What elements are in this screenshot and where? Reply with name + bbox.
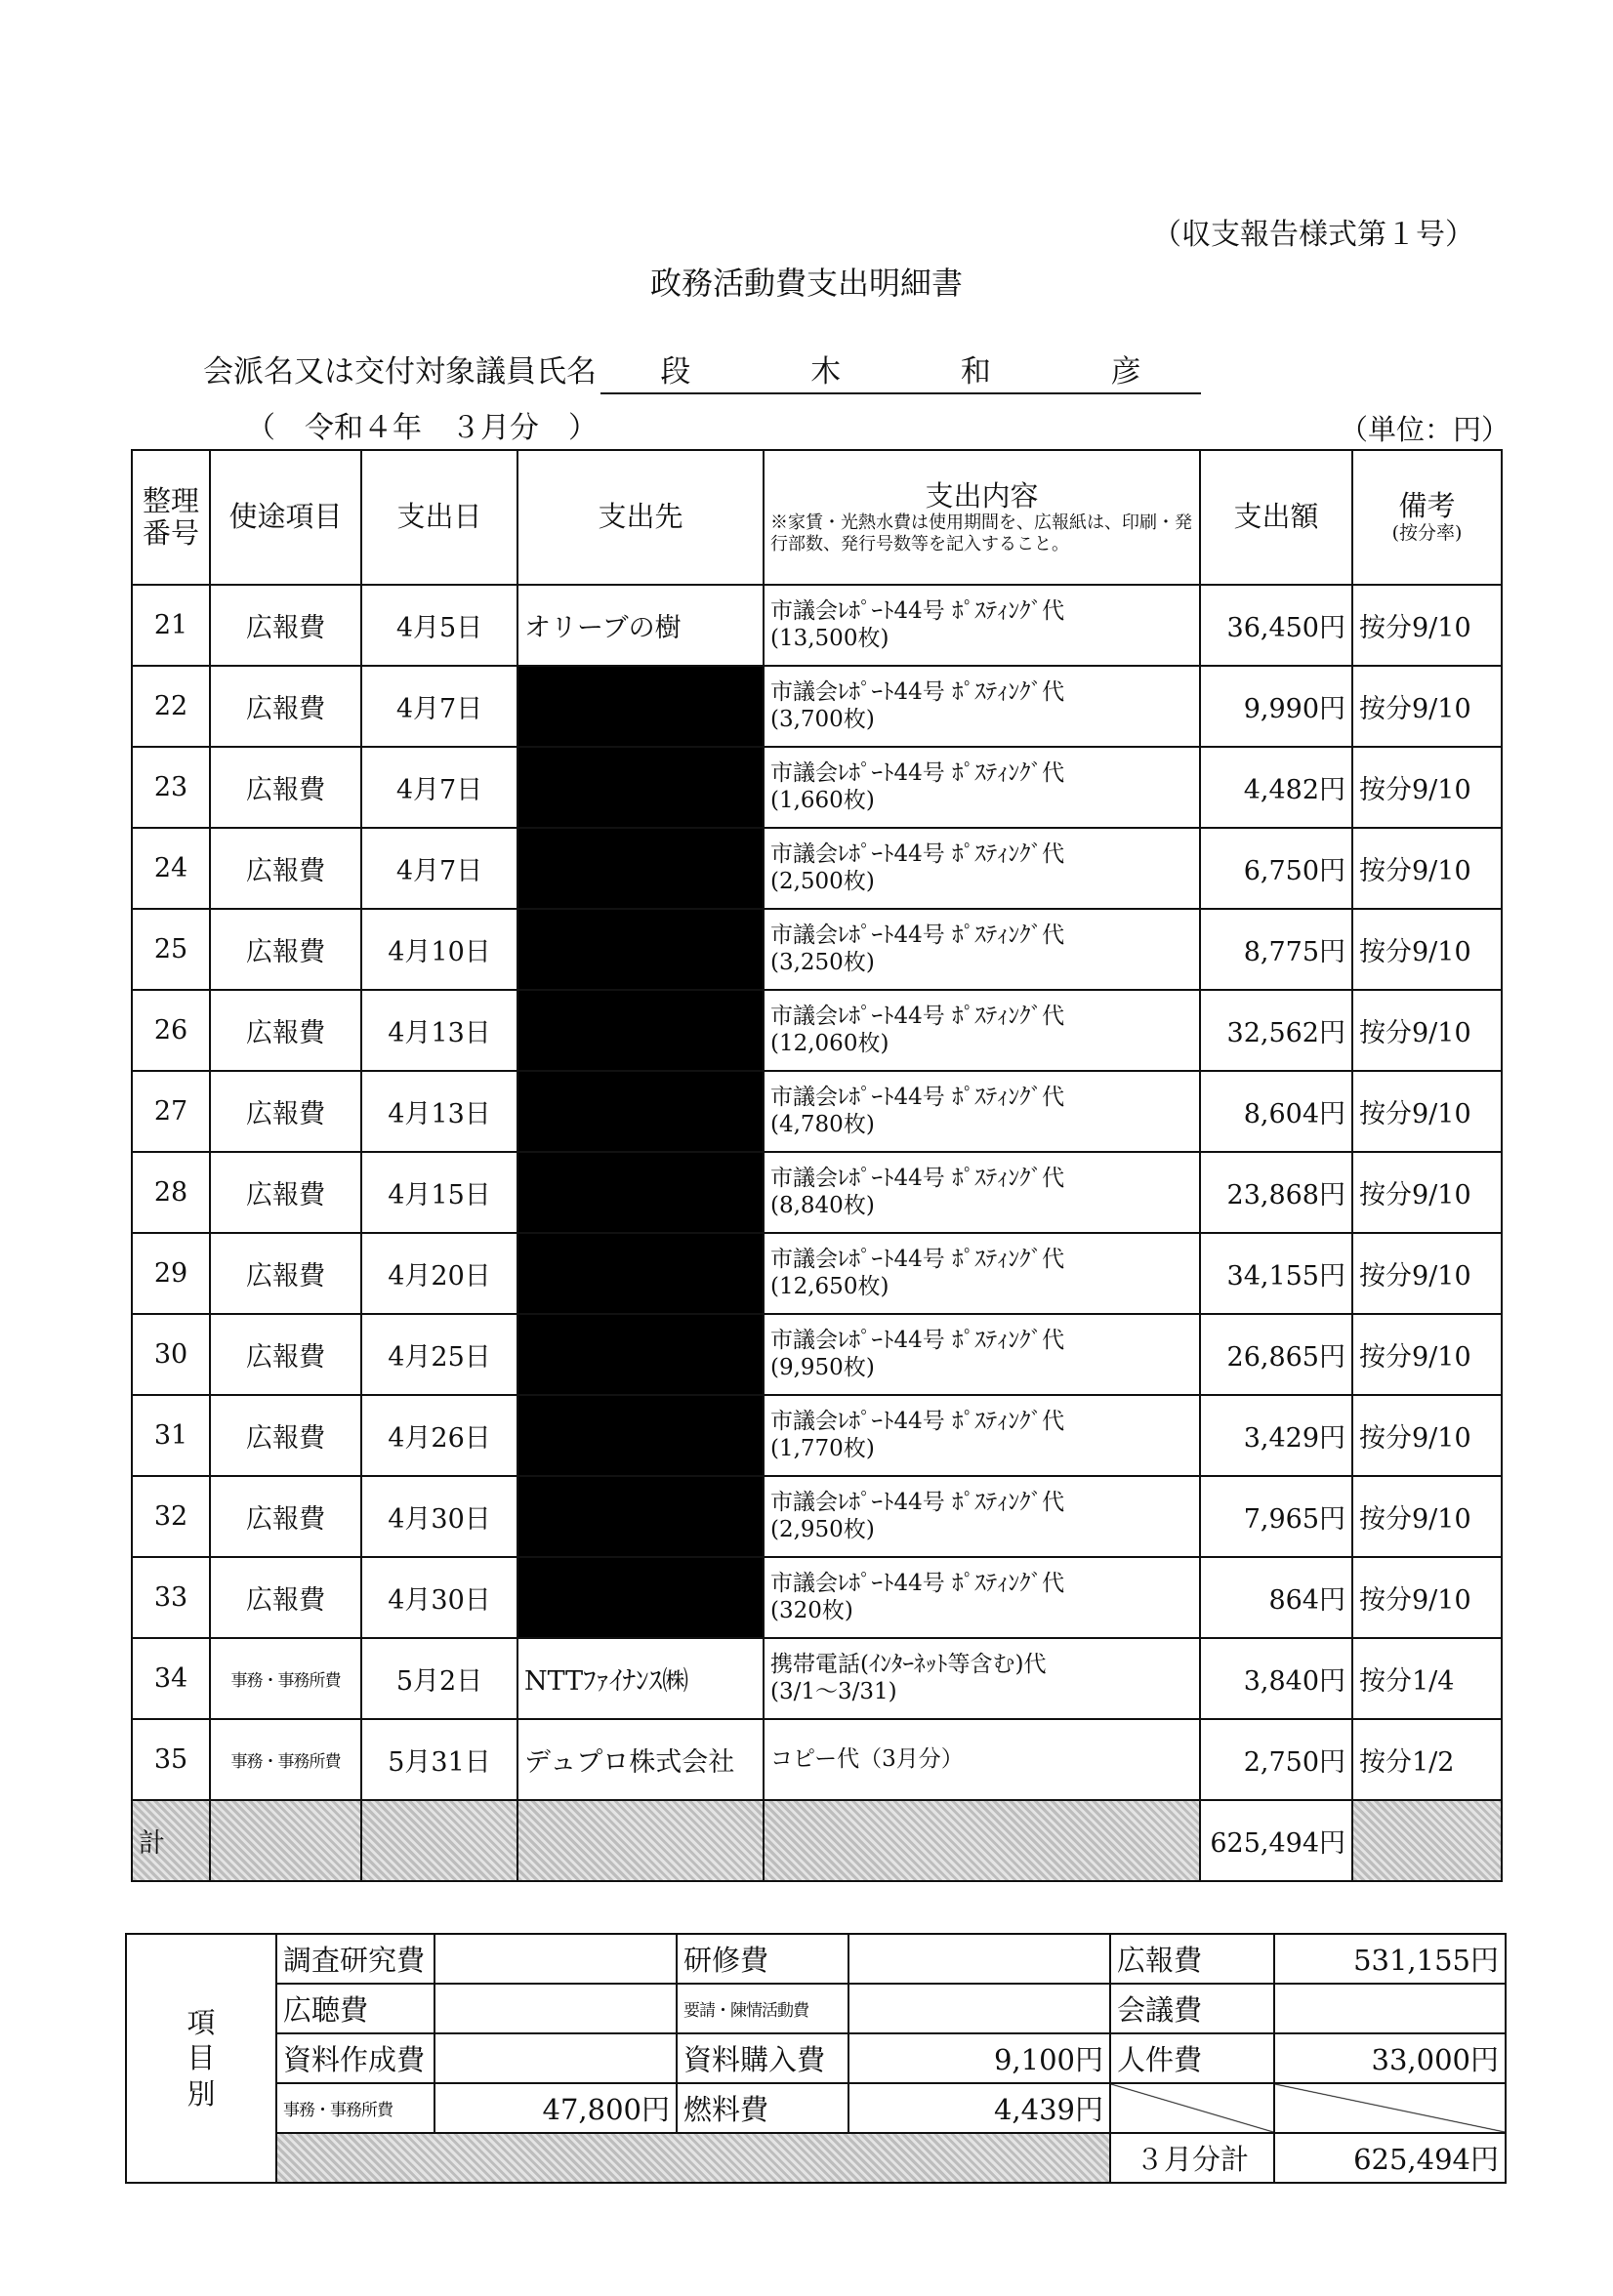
row-description-line1: 携帯電話(ｲﾝﾀｰﾈｯﾄ等含む)代 [770, 1651, 1047, 1677]
summary-label: 事務・事務所費 [276, 2083, 434, 2133]
summary-shaded-cell [276, 2133, 1110, 2183]
row-date: 4月13日 [361, 990, 517, 1071]
row-description [764, 1152, 1200, 1233]
row-description-line2: (13,500枚) [770, 625, 889, 651]
row-category: 事務・事務所費 [210, 1719, 361, 1800]
table-row [132, 666, 1502, 747]
summary-label: 広報費 [1110, 1934, 1274, 1984]
row-category: 広報費 [210, 1395, 361, 1476]
row-category: 広報費 [210, 990, 361, 1071]
summary-slash-cell [1274, 2083, 1506, 2133]
header-no: 整理番号 [132, 450, 210, 585]
summary-value: 33,000円 [1274, 2033, 1506, 2083]
row-description-line2: (2,950枚) [770, 1516, 875, 1542]
summary-value [848, 1984, 1110, 2033]
member-name [600, 347, 1201, 394]
row-no: 35 [132, 1719, 210, 1800]
row-category: 事務・事務所費 [210, 1638, 361, 1719]
row-amount: 2,750円 [1200, 1719, 1352, 1800]
row-remark: 按分1/4 [1352, 1638, 1502, 1719]
row-description [764, 747, 1200, 828]
row-description-line1: 市議会ﾚﾎﾟｰﾄ44号 ﾎﾟｽﾃｨﾝｸﾞ代 [770, 1570, 1065, 1596]
row-no: 27 [132, 1071, 210, 1152]
total-amount: 625,494円 [1200, 1800, 1352, 1881]
table-row [132, 1152, 1502, 1233]
summary-row [126, 2033, 1506, 2083]
table-row [132, 1557, 1502, 1638]
row-no: 30 [132, 1314, 210, 1395]
total-blank [210, 1800, 361, 1881]
row-payee-redacted [517, 1233, 764, 1314]
row-category: 広報費 [210, 1476, 361, 1557]
row-description-line1: 市議会ﾚﾎﾟｰﾄ44号 ﾎﾟｽﾃｨﾝｸﾞ代 [770, 840, 1065, 867]
header-remark-sub: (按分率) [1391, 521, 1463, 544]
total-blank [764, 1800, 1200, 1881]
row-description-line1: 市議会ﾚﾎﾟｰﾄ44号 ﾎﾟｽﾃｨﾝｸﾞ代 [770, 597, 1065, 624]
row-description-line1: コピー代（3月分） [770, 1745, 964, 1772]
summary-label: 要請・陳情活動費 [677, 1984, 848, 2033]
row-payee-redacted [517, 666, 764, 747]
row-remark: 按分9/10 [1352, 1476, 1502, 1557]
row-no: 34 [132, 1638, 210, 1719]
row-date: 4月30日 [361, 1557, 517, 1638]
form-number: （収支報告様式第１号） [1152, 218, 1474, 252]
row-amount: 36,450円 [1200, 585, 1352, 666]
row-description [764, 585, 1200, 666]
row-description-line1: 市議会ﾚﾎﾟｰﾄ44号 ﾎﾟｽﾃｨﾝｸﾞ代 [770, 759, 1065, 786]
row-no: 21 [132, 585, 210, 666]
summary-row [126, 2083, 1506, 2133]
row-date: 4月25日 [361, 1314, 517, 1395]
row-amount: 9,990円 [1200, 666, 1352, 747]
summary-label: 人件費 [1110, 2033, 1274, 2083]
header-description-main: 支出内容 [925, 478, 1039, 512]
row-payee-redacted [517, 909, 764, 990]
expense-detail-table [131, 449, 1503, 1882]
row-payee-redacted [517, 1557, 764, 1638]
summary-value [1274, 1984, 1506, 2033]
row-description [764, 1233, 1200, 1314]
row-payee-redacted [517, 828, 764, 909]
table-row [132, 1476, 1502, 1557]
table-row [132, 990, 1502, 1071]
header-description [764, 450, 1200, 585]
row-category: 広報費 [210, 585, 361, 666]
summary-value [434, 2033, 677, 2083]
row-description-line1: 市議会ﾚﾎﾟｰﾄ44号 ﾎﾟｽﾃｨﾝｸﾞ代 [770, 1084, 1065, 1110]
summary-label: 研修費 [677, 1934, 848, 1984]
row-description-line1: 市議会ﾚﾎﾟｰﾄ44号 ﾎﾟｽﾃｨﾝｸﾞ代 [770, 1003, 1065, 1029]
table-row [132, 828, 1502, 909]
row-amount: 3,429円 [1200, 1395, 1352, 1476]
row-description-line2: (3,250枚) [770, 949, 875, 975]
row-date: 4月30日 [361, 1476, 517, 1557]
member-label: 会派名又は交付対象議員氏名 [203, 354, 597, 390]
row-payee-redacted [517, 1314, 764, 1395]
row-amount: 26,865円 [1200, 1314, 1352, 1395]
row-payee-redacted [517, 747, 764, 828]
row-description-line1: 市議会ﾚﾎﾟｰﾄ44号 ﾎﾟｽﾃｨﾝｸﾞ代 [770, 1246, 1065, 1272]
row-description [764, 1395, 1200, 1476]
row-date: 5月31日 [361, 1719, 517, 1800]
header-row [132, 450, 1502, 585]
row-payee: NTTﾌｧｲﾅﾝｽ㈱ [517, 1638, 764, 1719]
row-description-line2: (1,770枚) [770, 1435, 875, 1461]
row-date: 4月20日 [361, 1233, 517, 1314]
header-payee: 支出先 [517, 450, 764, 585]
row-description-line2: (4,780枚) [770, 1111, 875, 1137]
row-payee-redacted [517, 1476, 764, 1557]
row-description [764, 666, 1200, 747]
row-description-line2: (3,700枚) [770, 706, 875, 732]
row-description-line2: (320枚) [770, 1597, 853, 1623]
row-description-line2: (8,840枚) [770, 1192, 875, 1218]
row-category: 広報費 [210, 1557, 361, 1638]
row-date: 4月13日 [361, 1071, 517, 1152]
row-remark: 按分9/10 [1352, 1395, 1502, 1476]
total-blank [361, 1800, 517, 1881]
row-payee-redacted [517, 990, 764, 1071]
unit-label: （単位：円） [1340, 413, 1510, 446]
header-date: 支出日 [361, 450, 517, 585]
row-remark: 按分9/10 [1352, 1557, 1502, 1638]
table-row [132, 1314, 1502, 1395]
category-summary-table [125, 1933, 1507, 2184]
row-amount: 4,482円 [1200, 747, 1352, 828]
row-date: 4月26日 [361, 1395, 517, 1476]
summary-slash-cell [1110, 2083, 1274, 2133]
row-description [764, 1476, 1200, 1557]
member-name-char: 彦 [1110, 354, 1141, 390]
total-blank [1352, 1800, 1502, 1881]
row-remark: 按分9/10 [1352, 585, 1502, 666]
row-description-line1: 市議会ﾚﾎﾟｰﾄ44号 ﾎﾟｽﾃｨﾝｸﾞ代 [770, 678, 1065, 705]
summary-label: 燃料費 [677, 2083, 848, 2133]
row-amount: 32,562円 [1200, 990, 1352, 1071]
header-description-note: ※家賃・光熱水費は使用期間を、広報紙は、印刷・発行部数、発行号数等を記入すること。 [770, 512, 1192, 554]
summary-value [434, 1984, 677, 2033]
row-description-line2: (12,060枚) [770, 1030, 889, 1056]
row-description-line1: 市議会ﾚﾎﾟｰﾄ44号 ﾎﾟｽﾃｨﾝｸﾞ代 [770, 922, 1065, 948]
header-amount: 支出額 [1200, 450, 1352, 585]
summary-value: 4,439円 [848, 2083, 1110, 2133]
row-category: 広報費 [210, 666, 361, 747]
row-no: 32 [132, 1476, 210, 1557]
row-amount: 7,965円 [1200, 1476, 1352, 1557]
row-remark: 按分9/10 [1352, 909, 1502, 990]
row-date: 4月5日 [361, 585, 517, 666]
row-category: 広報費 [210, 1314, 361, 1395]
table-row [132, 747, 1502, 828]
row-description-line1: 市議会ﾚﾎﾟｰﾄ44号 ﾎﾟｽﾃｨﾝｸﾞ代 [770, 1408, 1065, 1434]
row-payee-redacted [517, 1071, 764, 1152]
row-description-line1: 市議会ﾚﾎﾟｰﾄ44号 ﾎﾟｽﾃｨﾝｸﾞ代 [770, 1165, 1065, 1191]
row-remark: 按分9/10 [1352, 1314, 1502, 1395]
row-date: 4月10日 [361, 909, 517, 990]
row-description-line2: (3/1～3/31) [770, 1678, 897, 1704]
row-description [764, 1638, 1200, 1719]
row-category: 広報費 [210, 747, 361, 828]
summary-row [126, 1934, 1506, 1984]
summary-value: 9,100円 [848, 2033, 1110, 2083]
summary-label: 資料作成費 [276, 2033, 434, 2083]
total-blank [517, 1800, 764, 1881]
row-category: 広報費 [210, 1233, 361, 1314]
summary-total-value: 625,494円 [1274, 2133, 1506, 2183]
row-description-line2: (9,950枚) [770, 1354, 875, 1380]
row-category: 広報費 [210, 909, 361, 990]
row-description-line2: (2,500枚) [770, 868, 875, 894]
header-remark [1352, 450, 1502, 585]
row-payee: オリーブの樹 [517, 585, 764, 666]
row-description [764, 1314, 1200, 1395]
table-row [132, 909, 1502, 990]
row-no: 26 [132, 990, 210, 1071]
row-description-line2: (1,660枚) [770, 787, 875, 813]
table-row [132, 1233, 1502, 1314]
summary-row [126, 1984, 1506, 2033]
row-category: 広報費 [210, 828, 361, 909]
row-remark: 按分9/10 [1352, 828, 1502, 909]
row-amount: 34,155円 [1200, 1233, 1352, 1314]
row-remark: 按分9/10 [1352, 1233, 1502, 1314]
summary-value: 47,800円 [434, 2083, 677, 2133]
row-date: 4月7日 [361, 828, 517, 909]
summary-value [848, 1934, 1110, 1984]
summary-row [126, 2133, 1506, 2183]
total-label: 計 [132, 1800, 210, 1881]
row-description [764, 1557, 1200, 1638]
row-no: 23 [132, 747, 210, 828]
table-row [132, 1638, 1502, 1719]
row-remark: 按分9/10 [1352, 666, 1502, 747]
row-date: 5月2日 [361, 1638, 517, 1719]
row-no: 22 [132, 666, 210, 747]
row-description-line2: (12,650枚) [770, 1273, 889, 1299]
header-category: 使途項目 [210, 450, 361, 585]
row-remark: 按分1/2 [1352, 1719, 1502, 1800]
member-name-char: 段 [660, 354, 691, 390]
row-remark: 按分9/10 [1352, 990, 1502, 1071]
row-no: 25 [132, 909, 210, 990]
row-description [764, 909, 1200, 990]
header-remark-main: 備考 [1398, 489, 1456, 523]
summary-label: 広聴費 [276, 1984, 434, 2033]
row-date: 4月7日 [361, 666, 517, 747]
row-no: 33 [132, 1557, 210, 1638]
table-row [132, 1071, 1502, 1152]
table-row [132, 1719, 1502, 1800]
total-row [132, 1800, 1502, 1881]
summary-value: 531,155円 [1274, 1934, 1506, 1984]
row-remark: 按分9/10 [1352, 747, 1502, 828]
summary-value [434, 1934, 677, 1984]
row-description-line1: 市議会ﾚﾎﾟｰﾄ44号 ﾎﾟｽﾃｨﾝｸﾞ代 [770, 1489, 1065, 1515]
row-description [764, 1719, 1200, 1800]
row-amount: 23,868円 [1200, 1152, 1352, 1233]
row-no: 29 [132, 1233, 210, 1314]
row-no: 28 [132, 1152, 210, 1233]
row-payee-redacted [517, 1395, 764, 1476]
summary-label: 資料購入費 [677, 2033, 848, 2083]
row-date: 4月15日 [361, 1152, 517, 1233]
row-category: 広報費 [210, 1071, 361, 1152]
document-title: 政務活動費支出明細書 [649, 265, 963, 302]
row-payee: デュプロ株式会社 [517, 1719, 764, 1800]
summary-side-label: 項 目 別 [126, 1934, 276, 2183]
row-description-line1: 市議会ﾚﾎﾟｰﾄ44号 ﾎﾟｽﾃｨﾝｸﾞ代 [770, 1327, 1065, 1353]
row-no: 24 [132, 828, 210, 909]
member-name-char: 木 [810, 354, 842, 390]
summary-label: 会議費 [1110, 1984, 1274, 2033]
row-date: 4月7日 [361, 747, 517, 828]
member-name-char: 和 [960, 354, 991, 390]
row-amount: 8,604円 [1200, 1071, 1352, 1152]
row-description [764, 990, 1200, 1071]
table-row [132, 585, 1502, 666]
summary-total-label: ３月分計 [1110, 2133, 1274, 2183]
row-amount: 8,775円 [1200, 909, 1352, 990]
period: （ 令和４年 ３月分 ） [246, 411, 598, 445]
row-no: 31 [132, 1395, 210, 1476]
row-remark: 按分9/10 [1352, 1152, 1502, 1233]
row-amount: 3,840円 [1200, 1638, 1352, 1719]
row-description [764, 1071, 1200, 1152]
row-description [764, 828, 1200, 909]
row-amount: 864円 [1200, 1557, 1352, 1638]
row-amount: 6,750円 [1200, 828, 1352, 909]
row-payee-redacted [517, 1152, 764, 1233]
table-row [132, 1395, 1502, 1476]
summary-label: 調査研究費 [276, 1934, 434, 1984]
row-remark: 按分9/10 [1352, 1071, 1502, 1152]
row-category: 広報費 [210, 1152, 361, 1233]
